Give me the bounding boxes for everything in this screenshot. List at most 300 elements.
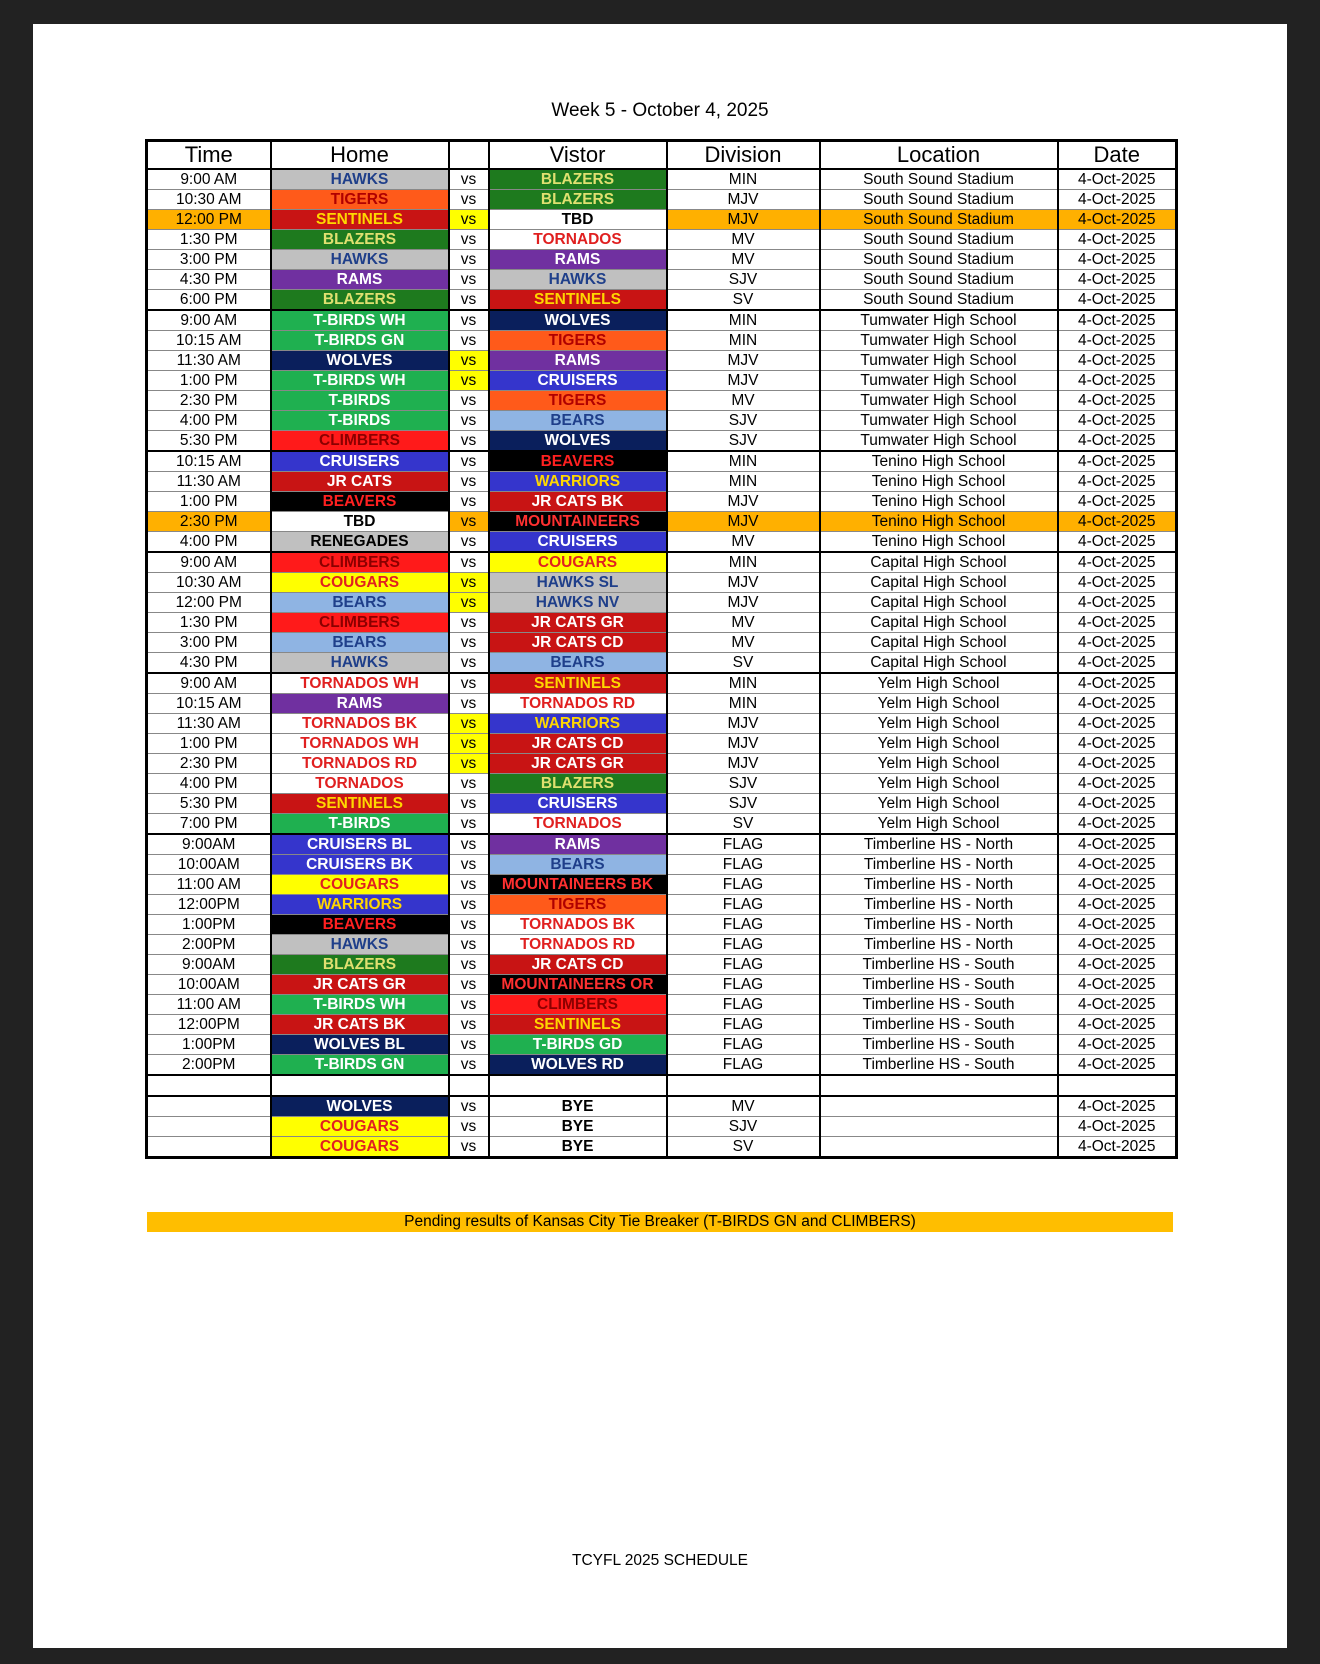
table-row	[147, 633, 1177, 653]
home-team-cell: T-BIRDS	[271, 814, 449, 835]
location-cell: Tenino High School	[820, 451, 1058, 472]
home-team-cell: RAMS	[271, 270, 449, 290]
location-cell: Timberline HS - North	[820, 895, 1058, 915]
date-cell: 4-Oct-2025	[1058, 411, 1177, 431]
table-row	[147, 190, 1177, 210]
date-cell: 4-Oct-2025	[1058, 673, 1177, 694]
vs-label: vs	[449, 431, 489, 452]
home-team-cell: CLIMBERS	[271, 431, 449, 452]
bye-row	[147, 1117, 1177, 1137]
date-cell: 4-Oct-2025	[1058, 573, 1177, 593]
visitor-team-cell: COUGARS	[489, 552, 667, 573]
date-cell: 4-Oct-2025	[1058, 975, 1177, 995]
page-title: Week 5 - October 4, 2025	[551, 100, 769, 121]
division-cell: MV	[667, 633, 820, 653]
division-cell: SV	[667, 1137, 820, 1158]
table-row	[147, 814, 1177, 835]
time-cell	[147, 1117, 271, 1137]
location-cell: Capital High School	[820, 573, 1058, 593]
date-cell: 4-Oct-2025	[1058, 492, 1177, 512]
table-row	[147, 774, 1177, 794]
time-cell: 11:00 AM	[147, 875, 271, 895]
time-cell: 12:00PM	[147, 1015, 271, 1035]
visitor-team-cell: BLAZERS	[489, 190, 667, 210]
home-team-cell: BEARS	[271, 593, 449, 613]
time-cell: 6:00 PM	[147, 290, 271, 311]
time-cell: 1:00PM	[147, 915, 271, 935]
division-cell: MIN	[667, 673, 820, 694]
time-cell: 2:00PM	[147, 935, 271, 955]
home-team-cell: T-BIRDS WH	[271, 995, 449, 1015]
date-cell: 4-Oct-2025	[1058, 391, 1177, 411]
home-team-cell: JR CATS GR	[271, 975, 449, 995]
location-cell: Timberline HS - South	[820, 1055, 1058, 1076]
date-cell: 4-Oct-2025	[1058, 714, 1177, 734]
table-row	[147, 331, 1177, 351]
location-cell: Tumwater High School	[820, 371, 1058, 391]
home-team-cell: TORNADOS RD	[271, 754, 449, 774]
vs-label: vs	[449, 673, 489, 694]
location-cell: Timberline HS - North	[820, 935, 1058, 955]
date-cell: 4-Oct-2025	[1058, 955, 1177, 975]
table-row	[147, 714, 1177, 734]
division-cell: MJV	[667, 573, 820, 593]
visitor-team-cell: TBD	[489, 210, 667, 230]
table-row	[147, 431, 1177, 452]
table-row	[147, 411, 1177, 431]
division-cell: MJV	[667, 351, 820, 371]
vs-label: vs	[449, 331, 489, 351]
date-cell: 4-Oct-2025	[1058, 1137, 1177, 1158]
date-cell: 4-Oct-2025	[1058, 935, 1177, 955]
separator-row	[147, 1075, 1177, 1096]
empty-cell	[1058, 1075, 1177, 1096]
table-row	[147, 573, 1177, 593]
vs-label: vs	[449, 814, 489, 835]
division-cell: MIN	[667, 694, 820, 714]
location-cell: Yelm High School	[820, 774, 1058, 794]
date-cell: 4-Oct-2025	[1058, 190, 1177, 210]
time-cell: 11:00 AM	[147, 995, 271, 1015]
time-cell: 10:00AM	[147, 855, 271, 875]
time-cell	[147, 1096, 271, 1117]
home-team-cell: COUGARS	[271, 875, 449, 895]
visitor-team-cell: TORNADOS	[489, 230, 667, 250]
time-cell	[147, 1137, 271, 1158]
time-cell: 1:30 PM	[147, 613, 271, 633]
location-cell: Timberline HS - North	[820, 855, 1058, 875]
visitor-team-cell: TORNADOS BK	[489, 915, 667, 935]
vs-label: vs	[449, 492, 489, 512]
table-row	[147, 451, 1177, 472]
time-cell: 5:30 PM	[147, 794, 271, 814]
home-team-cell: COUGARS	[271, 1137, 449, 1158]
division-cell: MIN	[667, 310, 820, 331]
location-cell: Tenino High School	[820, 492, 1058, 512]
home-team-cell: WOLVES	[271, 351, 449, 371]
header-date: Date	[1058, 141, 1177, 170]
table-row	[147, 895, 1177, 915]
division-cell: FLAG	[667, 855, 820, 875]
time-cell: 9:00 AM	[147, 673, 271, 694]
division-cell: MIN	[667, 451, 820, 472]
table-row	[147, 1015, 1177, 1035]
table-row	[147, 532, 1177, 553]
vs-label: vs	[449, 734, 489, 754]
visitor-team-cell: WOLVES	[489, 431, 667, 452]
home-team-cell: TORNADOS BK	[271, 714, 449, 734]
location-cell: Yelm High School	[820, 794, 1058, 814]
vs-label: vs	[449, 210, 489, 230]
date-cell: 4-Oct-2025	[1058, 774, 1177, 794]
home-team-cell: CRUISERS BK	[271, 855, 449, 875]
table-row	[147, 270, 1177, 290]
date-cell: 4-Oct-2025	[1058, 834, 1177, 855]
location-cell: Yelm High School	[820, 714, 1058, 734]
visitor-team-cell: TORNADOS RD	[489, 935, 667, 955]
vs-label: vs	[449, 169, 489, 190]
division-cell: MV	[667, 391, 820, 411]
location-cell: Tumwater High School	[820, 431, 1058, 452]
visitor-team-cell: MOUNTAINEERS	[489, 512, 667, 532]
time-cell: 10:30 AM	[147, 190, 271, 210]
home-team-cell: WOLVES	[271, 1096, 449, 1117]
vs-label: vs	[449, 250, 489, 270]
division-cell: FLAG	[667, 935, 820, 955]
table-row	[147, 694, 1177, 714]
date-cell: 4-Oct-2025	[1058, 472, 1177, 492]
visitor-team-cell: JR CATS CD	[489, 955, 667, 975]
location-cell: Timberline HS - South	[820, 1035, 1058, 1055]
empty-cell	[820, 1075, 1058, 1096]
home-team-cell: BEAVERS	[271, 492, 449, 512]
division-cell: SJV	[667, 411, 820, 431]
table-row	[147, 915, 1177, 935]
visitor-team-cell: SENTINELS	[489, 673, 667, 694]
header-division: Division	[667, 141, 820, 170]
division-cell: MJV	[667, 714, 820, 734]
division-cell: MIN	[667, 331, 820, 351]
location-cell: Tumwater High School	[820, 391, 1058, 411]
location-cell: South Sound Stadium	[820, 230, 1058, 250]
home-team-cell: TIGERS	[271, 190, 449, 210]
visitor-team-cell: HAWKS SL	[489, 573, 667, 593]
location-cell: Yelm High School	[820, 694, 1058, 714]
vs-label: vs	[449, 573, 489, 593]
vs-label: vs	[449, 270, 489, 290]
table-row	[147, 975, 1177, 995]
visitor-team-cell: HAWKS NV	[489, 593, 667, 613]
date-cell: 4-Oct-2025	[1058, 754, 1177, 774]
page-footer: TCYFL 2025 SCHEDULE	[571, 1552, 749, 1569]
location-cell: Timberline HS - North	[820, 834, 1058, 855]
vs-label: vs	[449, 391, 489, 411]
location-cell: Timberline HS - South	[820, 975, 1058, 995]
location-cell: South Sound Stadium	[820, 250, 1058, 270]
location-cell: Tenino High School	[820, 512, 1058, 532]
table-row	[147, 875, 1177, 895]
date-cell: 4-Oct-2025	[1058, 995, 1177, 1015]
division-cell: MJV	[667, 210, 820, 230]
location-cell	[820, 1137, 1058, 1158]
visitor-team-cell: TIGERS	[489, 331, 667, 351]
home-team-cell: SENTINELS	[271, 210, 449, 230]
visitor-team-cell: BLAZERS	[489, 774, 667, 794]
empty-cell	[449, 1075, 489, 1096]
visitor-team-cell: SENTINELS	[489, 290, 667, 311]
vs-label: vs	[449, 593, 489, 613]
visitor-team-cell: SENTINELS	[489, 1015, 667, 1035]
time-cell: 12:00 PM	[147, 593, 271, 613]
time-cell: 3:00 PM	[147, 250, 271, 270]
time-cell: 11:30 AM	[147, 351, 271, 371]
time-cell: 10:15 AM	[147, 451, 271, 472]
date-cell: 4-Oct-2025	[1058, 532, 1177, 553]
home-team-cell: T-BIRDS GN	[271, 1055, 449, 1076]
vs-label: vs	[449, 230, 489, 250]
vs-label: vs	[449, 190, 489, 210]
vs-label: vs	[449, 351, 489, 371]
visitor-team-cell: BEAVERS	[489, 451, 667, 472]
vs-label: vs	[449, 532, 489, 553]
home-team-cell: TORNADOS WH	[271, 673, 449, 694]
time-cell: 10:15 AM	[147, 694, 271, 714]
table-row	[147, 230, 1177, 250]
home-team-cell: TORNADOS WH	[271, 734, 449, 754]
visitor-team-cell: BYE	[489, 1096, 667, 1117]
vs-label: vs	[449, 794, 489, 814]
date-cell: 4-Oct-2025	[1058, 512, 1177, 532]
location-cell: South Sound Stadium	[820, 169, 1058, 190]
division-cell: FLAG	[667, 875, 820, 895]
schedule-table	[145, 139, 1178, 1159]
home-team-cell: COUGARS	[271, 573, 449, 593]
location-cell: South Sound Stadium	[820, 290, 1058, 311]
header-row	[147, 141, 1177, 170]
time-cell: 1:30 PM	[147, 230, 271, 250]
header-vs	[449, 141, 489, 170]
time-cell: 12:00 PM	[147, 210, 271, 230]
date-cell: 4-Oct-2025	[1058, 270, 1177, 290]
division-cell: SJV	[667, 794, 820, 814]
table-row	[147, 1035, 1177, 1055]
vs-label: vs	[449, 411, 489, 431]
division-cell: FLAG	[667, 895, 820, 915]
pending-note: Pending results of Kansas City Tie Breaker (T-BIRDS GN and CLIMBERS)	[147, 1212, 1173, 1232]
vs-label: vs	[449, 995, 489, 1015]
table-row	[147, 250, 1177, 270]
table-row	[147, 734, 1177, 754]
vs-label: vs	[449, 875, 489, 895]
empty-cell	[489, 1075, 667, 1096]
date-cell: 4-Oct-2025	[1058, 169, 1177, 190]
visitor-team-cell: JR CATS CD	[489, 633, 667, 653]
home-team-cell: TBD	[271, 512, 449, 532]
time-cell: 4:00 PM	[147, 411, 271, 431]
table-row	[147, 391, 1177, 411]
time-cell: 4:00 PM	[147, 532, 271, 553]
time-cell: 1:00PM	[147, 1035, 271, 1055]
time-cell: 1:00 PM	[147, 371, 271, 391]
home-team-cell: HAWKS	[271, 250, 449, 270]
time-cell: 9:00 AM	[147, 310, 271, 331]
table-row	[147, 613, 1177, 633]
location-cell: Timberline HS - South	[820, 955, 1058, 975]
visitor-team-cell: CRUISERS	[489, 794, 667, 814]
date-cell: 4-Oct-2025	[1058, 915, 1177, 935]
date-cell: 4-Oct-2025	[1058, 1035, 1177, 1055]
division-cell: FLAG	[667, 1035, 820, 1055]
table-row	[147, 855, 1177, 875]
vs-label: vs	[449, 451, 489, 472]
empty-cell	[667, 1075, 820, 1096]
vs-label: vs	[449, 1137, 489, 1158]
time-cell: 12:00PM	[147, 895, 271, 915]
time-cell: 1:00 PM	[147, 734, 271, 754]
visitor-team-cell: CRUISERS	[489, 371, 667, 391]
empty-cell	[147, 1075, 271, 1096]
home-team-cell: BLAZERS	[271, 290, 449, 311]
division-cell: FLAG	[667, 1055, 820, 1076]
home-team-cell: T-BIRDS	[271, 411, 449, 431]
table-row	[147, 955, 1177, 975]
table-row	[147, 351, 1177, 371]
table-row	[147, 310, 1177, 331]
time-cell: 9:00 AM	[147, 552, 271, 573]
division-cell: FLAG	[667, 915, 820, 935]
location-cell: Capital High School	[820, 633, 1058, 653]
home-team-cell: BEAVERS	[271, 915, 449, 935]
home-team-cell: HAWKS	[271, 169, 449, 190]
table-row	[147, 1055, 1177, 1076]
table-row	[147, 472, 1177, 492]
home-team-cell: CRUISERS BL	[271, 834, 449, 855]
division-cell: FLAG	[667, 1015, 820, 1035]
date-cell: 4-Oct-2025	[1058, 1096, 1177, 1117]
date-cell: 4-Oct-2025	[1058, 633, 1177, 653]
division-cell: MV	[667, 532, 820, 553]
vs-label: vs	[449, 1096, 489, 1117]
division-cell: SJV	[667, 270, 820, 290]
visitor-team-cell: RAMS	[489, 351, 667, 371]
visitor-team-cell: T-BIRDS GD	[489, 1035, 667, 1055]
division-cell: MJV	[667, 371, 820, 391]
location-cell	[820, 1117, 1058, 1137]
visitor-team-cell: BEARS	[489, 855, 667, 875]
vs-label: vs	[449, 512, 489, 532]
division-cell: FLAG	[667, 995, 820, 1015]
time-cell: 9:00AM	[147, 834, 271, 855]
bye-row	[147, 1137, 1177, 1158]
header-location: Location	[820, 141, 1058, 170]
vs-label: vs	[449, 472, 489, 492]
vs-label: vs	[449, 613, 489, 633]
location-cell: South Sound Stadium	[820, 210, 1058, 230]
home-team-cell: HAWKS	[271, 653, 449, 674]
time-cell: 2:30 PM	[147, 512, 271, 532]
visitor-team-cell: CLIMBERS	[489, 995, 667, 1015]
home-team-cell: CLIMBERS	[271, 613, 449, 633]
location-cell: Capital High School	[820, 552, 1058, 573]
location-cell: Yelm High School	[820, 754, 1058, 774]
location-cell: Timberline HS - South	[820, 995, 1058, 1015]
table-row	[147, 673, 1177, 694]
visitor-team-cell: BYE	[489, 1117, 667, 1137]
home-team-cell: SENTINELS	[271, 794, 449, 814]
division-cell: MJV	[667, 754, 820, 774]
home-team-cell: WARRIORS	[271, 895, 449, 915]
vs-label: vs	[449, 714, 489, 734]
home-team-cell: RAMS	[271, 694, 449, 714]
location-cell	[820, 1096, 1058, 1117]
division-cell: MJV	[667, 190, 820, 210]
visitor-team-cell: WARRIORS	[489, 472, 667, 492]
division-cell: MIN	[667, 472, 820, 492]
home-team-cell: JR CATS	[271, 472, 449, 492]
bye-row	[147, 1096, 1177, 1117]
date-cell: 4-Oct-2025	[1058, 310, 1177, 331]
visitor-team-cell: BEARS	[489, 653, 667, 674]
vs-label: vs	[449, 1055, 489, 1076]
time-cell: 1:00 PM	[147, 492, 271, 512]
time-cell: 4:30 PM	[147, 270, 271, 290]
table-row	[147, 169, 1177, 190]
date-cell: 4-Oct-2025	[1058, 210, 1177, 230]
visitor-team-cell: WOLVES RD	[489, 1055, 667, 1076]
home-team-cell: BLAZERS	[271, 230, 449, 250]
home-team-cell: T-BIRDS WH	[271, 371, 449, 391]
location-cell: Tumwater High School	[820, 411, 1058, 431]
time-cell: 4:00 PM	[147, 774, 271, 794]
visitor-team-cell: CRUISERS	[489, 532, 667, 553]
date-cell: 4-Oct-2025	[1058, 794, 1177, 814]
table-row	[147, 210, 1177, 230]
visitor-team-cell: WARRIORS	[489, 714, 667, 734]
time-cell: 3:00 PM	[147, 633, 271, 653]
division-cell: MJV	[667, 512, 820, 532]
division-cell: SV	[667, 814, 820, 835]
date-cell: 4-Oct-2025	[1058, 451, 1177, 472]
division-cell: FLAG	[667, 834, 820, 855]
location-cell: Tenino High School	[820, 532, 1058, 553]
home-team-cell: JR CATS BK	[271, 1015, 449, 1035]
home-team-cell: HAWKS	[271, 935, 449, 955]
location-cell: Tumwater High School	[820, 331, 1058, 351]
location-cell: South Sound Stadium	[820, 270, 1058, 290]
header-time: Time	[147, 141, 271, 170]
division-cell: MV	[667, 1096, 820, 1117]
vs-label: vs	[449, 935, 489, 955]
time-cell: 11:30 AM	[147, 714, 271, 734]
home-team-cell: T-BIRDS GN	[271, 331, 449, 351]
location-cell: Timberline HS - North	[820, 915, 1058, 935]
vs-label: vs	[449, 552, 489, 573]
date-cell: 4-Oct-2025	[1058, 653, 1177, 674]
vs-label: vs	[449, 310, 489, 331]
division-cell: MJV	[667, 492, 820, 512]
location-cell: Timberline HS - South	[820, 1015, 1058, 1035]
visitor-team-cell: TORNADOS RD	[489, 694, 667, 714]
schedule-body	[147, 169, 1177, 1158]
home-team-cell: BLAZERS	[271, 955, 449, 975]
time-cell: 10:30 AM	[147, 573, 271, 593]
date-cell: 4-Oct-2025	[1058, 1015, 1177, 1035]
vs-label: vs	[449, 1015, 489, 1035]
visitor-team-cell: BLAZERS	[489, 169, 667, 190]
header-home: Home	[271, 141, 449, 170]
time-cell: 9:00 AM	[147, 169, 271, 190]
location-cell: Capital High School	[820, 593, 1058, 613]
